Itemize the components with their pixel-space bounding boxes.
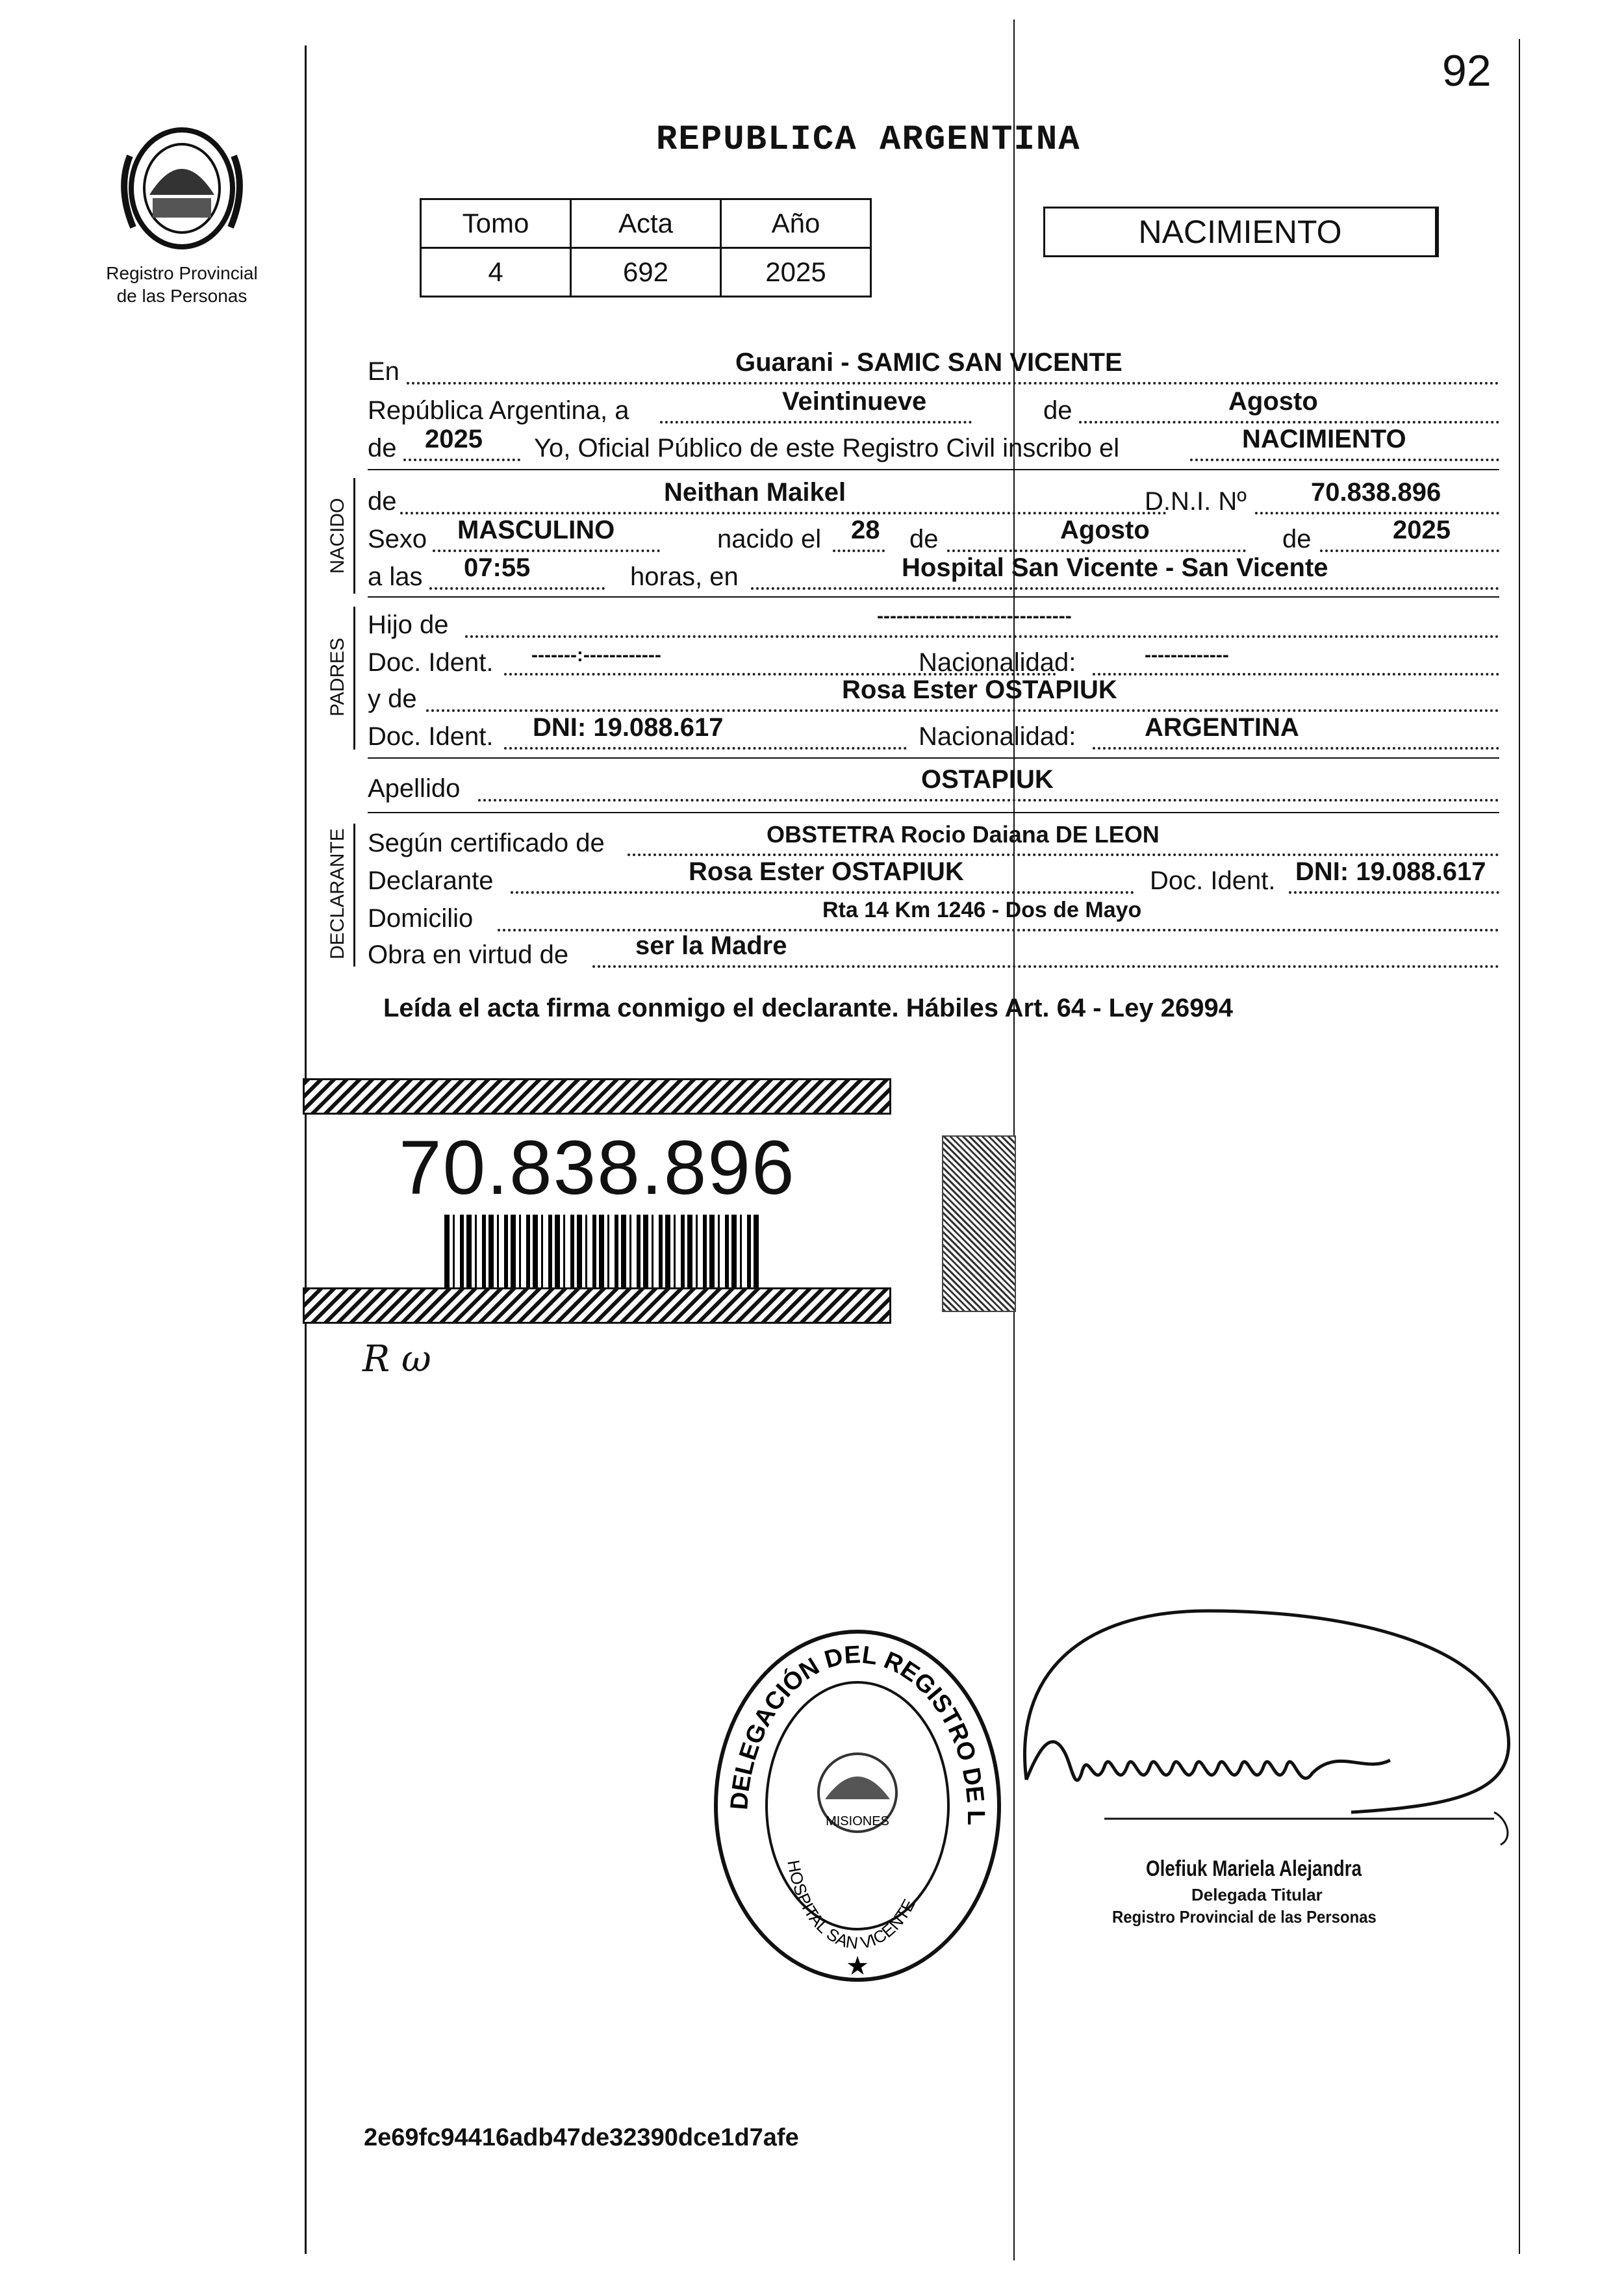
divider-padres-top: [368, 596, 1499, 598]
padre-nac-value: -------------: [1145, 644, 1229, 666]
signer-office: Registro Provincial de las Personas: [1112, 1907, 1377, 1927]
declarante-label: Declarante: [368, 866, 494, 895]
domicilio-label: Domicilio: [368, 904, 474, 933]
document-heading: REPUBLICA ARGENTINA: [656, 120, 1081, 160]
de-label: de: [1043, 396, 1072, 425]
dni-label: D.N.I. Nº: [1145, 487, 1247, 516]
a-las-label: a las: [368, 563, 423, 591]
nacionalidad2-label: Nacionalidad:: [919, 722, 1076, 751]
obra-value: ser la Madre: [635, 931, 787, 960]
anio-value: 2025: [425, 425, 483, 453]
obra-label: Obra en virtud de: [368, 941, 569, 969]
dots: [947, 550, 1246, 552]
en-label: En: [368, 357, 400, 386]
nacionalidad-label: Nacionalidad:: [919, 648, 1076, 677]
dots: [1289, 891, 1499, 894]
dots: [751, 587, 1499, 590]
registry-value-anio: 2025: [721, 248, 871, 297]
nacido-el-label: nacido el: [717, 525, 822, 553]
stamp-outer-text: DELEGACIÓN DEL REGISTRO DE L: [726, 1641, 990, 1826]
dots: [833, 550, 885, 552]
padres-side-label: PADRES: [327, 637, 348, 716]
dots: [478, 799, 1499, 802]
registry-table: [420, 198, 872, 297]
dots: [504, 747, 907, 750]
signature-scribble-icon: [1000, 1598, 1533, 1897]
inscribo-value: NACIMIENTO: [1242, 425, 1406, 453]
signature: [1000, 1598, 1533, 1897]
stamp-center-text: MISIONES: [826, 1814, 889, 1828]
dni-value: 70.838.896: [1311, 478, 1441, 507]
dots: [433, 550, 660, 552]
nacido-side-label: NACIDO: [327, 498, 348, 574]
nacido-de-label: de: [368, 487, 397, 516]
sexo-value: MASCULINO: [457, 516, 615, 544]
nac-de2-label: de: [1282, 525, 1312, 553]
declarante-value: Rosa Ester OSTAPIUK: [689, 857, 964, 886]
registry-value-tomo: 4: [421, 248, 571, 297]
certificado-value: OBSTETRA Rocio Daiana DE LEON: [767, 821, 1160, 848]
security-hologram: [942, 1135, 1016, 1312]
madre-doc-value: DNI: 19.088.617: [533, 713, 724, 742]
seal-caption-2: de las Personas: [116, 286, 247, 306]
madre-nac-value: ARGENTINA: [1145, 713, 1299, 742]
lugar-value: Hospital San Vicente - San Vicente: [902, 553, 1328, 582]
dots: [628, 854, 1499, 856]
registry-value-acta: 692: [571, 248, 721, 297]
dots: [1093, 747, 1499, 750]
province-seal-icon: [117, 117, 247, 260]
stamp-star: ★: [846, 1951, 869, 1981]
declarante-bracket: [353, 824, 355, 967]
padres-bracket: [353, 607, 355, 750]
barcode: [444, 1215, 759, 1293]
registry-stamp: [708, 1624, 1007, 1988]
decl-doc-label: Doc. Ident.: [1150, 866, 1276, 895]
document-hash: 2e69fc94416adb47de32390dce1d7afe: [364, 2124, 799, 2151]
seal-caption-1: Registro Provincial: [106, 263, 258, 283]
right-margin-line: [1519, 39, 1520, 2254]
apellido-value: OSTAPIUK: [921, 765, 1054, 794]
row-hijo-de: [368, 605, 1499, 647]
en-value: Guarani - SAMIC SAN VICENTE: [735, 348, 1123, 377]
nac-mes-value: Agosto: [1060, 516, 1150, 544]
apellido-label: Apellido: [368, 774, 461, 803]
dots: [592, 965, 1499, 968]
de2-label: de: [368, 434, 397, 462]
dots: [1320, 550, 1499, 552]
hora-value: 07:55: [464, 553, 531, 582]
left-margin-line: [305, 45, 307, 2254]
row-yo: [368, 425, 1499, 470]
madre-value: Rosa Ester OSTAPIUK: [842, 676, 1117, 704]
nac-anio-value: 2025: [1393, 516, 1451, 544]
padre-doc-value: -------:------------: [531, 644, 661, 666]
pattern-band-bottom: [303, 1287, 891, 1324]
closing-text: Leída el acta firma conmigo el declarante. Hábiles Art. 64 - Ley 26994: [383, 994, 1233, 1022]
nac-dia-value: 28: [851, 516, 880, 544]
dots: [429, 587, 605, 590]
row-domicilio: [368, 898, 1499, 941]
doc-ident2-label: Doc. Ident.: [368, 722, 494, 751]
nac-de-label: de: [909, 525, 939, 553]
mes-value: Agosto: [1228, 387, 1318, 416]
page-number: 92: [1442, 46, 1491, 95]
domicilio-value: Rta 14 Km 1246 - Dos de Mayo: [822, 898, 1142, 922]
dots: [1255, 512, 1499, 514]
segun-label: Según certificado de: [368, 829, 605, 857]
row-en: [368, 348, 1499, 394]
act-type-box: NACIMIENTO: [1043, 207, 1439, 257]
yo-text: Yo, Oficial Público de este Registro Civil inscribo el: [534, 434, 1120, 462]
divider-declarante-top: [368, 812, 1499, 813]
dots: [465, 635, 1499, 638]
dia-value: Veintinueve: [782, 387, 927, 416]
republica-label: República Argentina, a: [368, 396, 629, 425]
signer-name: Olefiuk Mariela Alejandra: [1146, 1856, 1362, 1881]
horas-en-label: horas, en: [630, 563, 739, 591]
row-madre-doc: [368, 713, 1499, 759]
dots: [660, 421, 972, 424]
decl-doc-value: DNI: 19.088.617: [1295, 857, 1486, 886]
dots: [1093, 673, 1499, 676]
stamp-icon: [708, 1624, 1007, 1988]
province-seal: [117, 117, 247, 260]
divider-apellido-top: [368, 757, 1499, 759]
hijo-de-label: Hijo de: [368, 611, 449, 639]
dots: [1079, 421, 1499, 424]
declarante-side-label: DECLARANTE: [327, 828, 348, 959]
stamp-inner-text: HOSPITAL SAN VICENTE: [783, 1858, 919, 1953]
row-hora: [368, 553, 1499, 599]
signer-role: Delegada Titular: [1191, 1885, 1323, 1904]
dots: [511, 891, 1134, 894]
handwritten-note: R ω: [362, 1338, 431, 1380]
dots: [1190, 459, 1499, 461]
registry-header-anio: Año: [721, 199, 871, 248]
nombre-value: Neithan Maikel: [664, 478, 846, 507]
doc-ident-label: Doc. Ident.: [368, 648, 494, 677]
registry-header-tomo: Tomo: [421, 199, 571, 248]
id-number-big: 70.838.896: [399, 1125, 796, 1211]
sexo-label: Sexo: [368, 525, 427, 553]
dots: [400, 512, 1167, 514]
dots: [403, 459, 520, 461]
padre-value: ------------------------------: [877, 605, 1072, 627]
registry-header-acta: Acta: [571, 199, 721, 248]
dots: [426, 709, 1499, 712]
row-apellido: [368, 765, 1499, 811]
nacido-bracket: [353, 478, 355, 594]
row-obra: [368, 931, 1499, 977]
divider-nacido-top: [368, 469, 1499, 470]
y-de-label: y de: [368, 685, 417, 713]
dots: [407, 382, 1499, 385]
pattern-band-top: [303, 1078, 891, 1115]
